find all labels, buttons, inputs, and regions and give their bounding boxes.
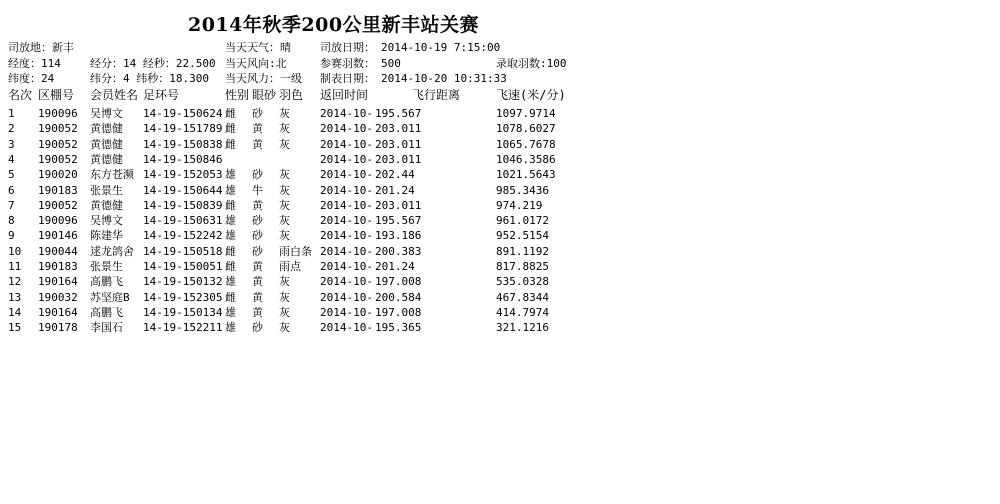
table-cell: 891.1192 <box>496 245 549 258</box>
info-field: 司放日期： <box>320 41 375 54</box>
table-cell: 灰 <box>279 168 290 181</box>
table-cell: 高鹏飞 <box>90 275 123 288</box>
column-header: 飞速(米/分) <box>496 88 566 102</box>
info-field: 经度：114 <box>8 57 61 70</box>
column-header: 名次 <box>8 88 33 102</box>
table-cell: 14-19-151789 <box>143 122 223 135</box>
table-cell: 14-19-152305 <box>143 291 223 304</box>
table-cell: 砂 <box>252 168 263 181</box>
table-cell: 雌 <box>225 199 236 212</box>
table-cell: 雄 <box>225 214 236 227</box>
table-cell: 灰 <box>279 291 290 304</box>
info-field: 2014-10-19 7:15:00 <box>381 41 501 54</box>
table-cell: 雌 <box>225 138 236 151</box>
table-cell: 190020 <box>38 168 78 181</box>
table-cell: 200.383 <box>375 245 422 258</box>
table-cell: 14-19-150134 <box>143 306 223 319</box>
table-cell: 灰 <box>279 122 290 135</box>
table-cell: 2014-10- <box>320 184 373 197</box>
table-cell: 14-19-150644 <box>143 184 223 197</box>
table-cell: 雄 <box>225 229 236 242</box>
table-cell: 2014-10- <box>320 260 373 273</box>
table-cell: 14-19-150631 <box>143 214 223 227</box>
table-cell: 14-19-150624 <box>143 107 223 120</box>
table-cell: 4 <box>8 153 15 166</box>
table-cell: 雄 <box>225 321 236 334</box>
table-cell: 817.8825 <box>496 260 549 273</box>
table-cell: 190096 <box>38 214 78 227</box>
table-cell: 195.567 <box>375 107 422 120</box>
table-cell: 雄 <box>225 275 236 288</box>
table-cell: 李国石 <box>90 321 123 334</box>
column-header: 足环号 <box>143 88 180 102</box>
table-cell: 190052 <box>38 138 78 151</box>
table-cell: 190164 <box>38 275 78 288</box>
table-cell: 190032 <box>38 291 78 304</box>
table-cell: 1046.3586 <box>496 153 556 166</box>
table-cell: 14-19-152242 <box>143 229 223 242</box>
table-cell: 砂 <box>252 214 263 227</box>
table-cell: 203.011 <box>375 153 422 166</box>
table-cell: 5 <box>8 168 15 181</box>
table-cell: 1097.9714 <box>496 107 556 120</box>
table-cell: 7 <box>8 199 15 212</box>
table-cell: 14-19-150846 <box>143 153 223 166</box>
table-cell: 2014-10- <box>320 107 373 120</box>
table-cell: 砂 <box>252 245 263 258</box>
table-cell: 535.0328 <box>496 275 549 288</box>
table-cell: 雄 <box>225 184 236 197</box>
table-cell: 灰 <box>279 107 290 120</box>
table-cell: 190052 <box>38 122 78 135</box>
table-cell: 467.8344 <box>496 291 549 304</box>
table-cell: 雨点 <box>279 260 301 273</box>
column-header: 会员姓名 <box>90 88 139 102</box>
table-cell: 黄 <box>252 138 263 151</box>
table-cell: 陈建华 <box>90 229 123 242</box>
table-cell: 张景生 <box>90 260 123 273</box>
table-cell: 190096 <box>38 107 78 120</box>
table-cell: 2014-10- <box>320 291 373 304</box>
table-cell: 2014-10- <box>320 229 373 242</box>
info-field: 参赛羽数： <box>320 57 375 70</box>
table-cell: 201.24 <box>375 184 415 197</box>
table-cell: 3 <box>8 138 15 151</box>
page-title: 2014年秋季200公里新丰站关赛 <box>188 14 480 36</box>
table-cell: 灰 <box>279 199 290 212</box>
table-cell: 190052 <box>38 199 78 212</box>
table-cell: 11 <box>8 260 22 273</box>
table-cell: 190044 <box>38 245 78 258</box>
table-cell: 974.219 <box>496 199 543 212</box>
table-cell: 苏坚庭B <box>90 291 130 304</box>
table-cell: 灰 <box>279 184 290 197</box>
table-cell: 2014-10- <box>320 153 373 166</box>
info-field: 2014-10-20 10:31:33 <box>381 72 507 85</box>
table-cell: 197.008 <box>375 275 422 288</box>
table-cell: 14-19-150838 <box>143 138 223 151</box>
table-cell: 203.011 <box>375 122 422 135</box>
column-header: 飞行距离 <box>412 88 461 102</box>
table-cell: 12 <box>8 275 22 288</box>
table-cell: 砂 <box>252 321 263 334</box>
table-cell: 灰 <box>279 306 290 319</box>
table-cell: 2014-10- <box>320 214 373 227</box>
table-cell: 414.7974 <box>496 306 549 319</box>
table-cell: 14 <box>8 306 22 319</box>
table-cell: 张景生 <box>90 184 123 197</box>
table-cell: 190178 <box>38 321 78 334</box>
table-cell: 灰 <box>279 229 290 242</box>
table-cell: 6 <box>8 184 15 197</box>
column-header: 眼砂 <box>252 88 277 102</box>
table-cell: 203.011 <box>375 138 422 151</box>
table-cell: 13 <box>8 291 22 304</box>
table-cell: 8 <box>8 214 15 227</box>
table-cell: 砂 <box>252 229 263 242</box>
table-cell: 961.0172 <box>496 214 549 227</box>
table-cell: 东方苍濒 <box>90 168 134 181</box>
column-header: 性别 <box>225 88 250 102</box>
table-cell: 193.186 <box>375 229 422 242</box>
table-cell: 1021.5643 <box>496 168 556 181</box>
table-cell: 15 <box>8 321 22 334</box>
info-field: 制表日期： <box>320 72 375 85</box>
table-cell: 牛 <box>252 184 263 197</box>
table-cell: 雌 <box>225 107 236 120</box>
table-cell: 2014-10- <box>320 138 373 151</box>
table-cell: 黄德健 <box>90 122 123 135</box>
table-cell: 14-19-150132 <box>143 275 223 288</box>
table-cell: 190146 <box>38 229 78 242</box>
table-cell: 高鹏飞 <box>90 306 123 319</box>
table-cell: 黄 <box>252 291 263 304</box>
table-cell: 雄 <box>225 306 236 319</box>
table-cell: 灰 <box>279 321 290 334</box>
info-field: 司放地：新丰 <box>8 41 74 54</box>
table-cell: 雄 <box>225 168 236 181</box>
table-cell: 190183 <box>38 260 78 273</box>
table-cell: 14-19-150518 <box>143 245 223 258</box>
table-cell: 14-19-152053 <box>143 168 223 181</box>
table-cell: 雨白条 <box>279 245 312 258</box>
info-field: 当天风力：一级 <box>225 72 302 85</box>
table-cell: 黄 <box>252 306 263 319</box>
table-cell: 202.44 <box>375 168 415 181</box>
column-header: 羽色 <box>279 88 304 102</box>
table-cell: 1 <box>8 107 15 120</box>
info-field: 经分：14 经秒：22.500 <box>90 57 216 70</box>
table-cell: 黄德健 <box>90 153 123 166</box>
table-cell: 321.1216 <box>496 321 549 334</box>
table-cell: 1065.7678 <box>496 138 556 151</box>
table-cell: 黄德健 <box>90 138 123 151</box>
info-field: 纬分：4 纬秒：18.300 <box>90 72 209 85</box>
table-cell: 雌 <box>225 245 236 258</box>
table-cell: 195.365 <box>375 321 422 334</box>
table-cell: 14-19-152211 <box>143 321 223 334</box>
table-cell: 2 <box>8 122 15 135</box>
table-cell: 吴博文 <box>90 214 123 227</box>
info-field: 当天天气：晴 <box>225 41 291 54</box>
table-cell: 200.584 <box>375 291 422 304</box>
table-cell: 灰 <box>279 138 290 151</box>
table-cell: 1078.6027 <box>496 122 556 135</box>
table-cell: 2014-10- <box>320 321 373 334</box>
table-cell: 砂 <box>252 107 263 120</box>
table-cell: 14-19-150839 <box>143 199 223 212</box>
info-field: 当天风向:北 <box>225 57 287 70</box>
table-cell: 203.011 <box>375 199 422 212</box>
table-cell: 190052 <box>38 153 78 166</box>
table-cell: 14-19-150051 <box>143 260 223 273</box>
table-cell: 雌 <box>225 260 236 273</box>
table-cell: 2014-10- <box>320 306 373 319</box>
table-cell: 197.008 <box>375 306 422 319</box>
table-cell: 2014-10- <box>320 122 373 135</box>
table-cell: 雌 <box>225 291 236 304</box>
info-field: 录取羽数:100 <box>496 57 567 70</box>
table-cell: 985.3436 <box>496 184 549 197</box>
table-cell: 2014-10- <box>320 245 373 258</box>
column-header: 返回时间 <box>320 88 369 102</box>
table-cell: 灰 <box>279 275 290 288</box>
table-cell: 灰 <box>279 214 290 227</box>
info-field: 纬度：24 <box>8 72 55 85</box>
table-cell: 9 <box>8 229 15 242</box>
table-cell: 黄 <box>252 275 263 288</box>
table-cell: 黄 <box>252 260 263 273</box>
table-cell: 吴博文 <box>90 107 123 120</box>
table-cell: 952.5154 <box>496 229 549 242</box>
table-cell: 黄德健 <box>90 199 123 212</box>
table-cell: 10 <box>8 245 22 258</box>
column-header: 区棚号 <box>38 88 75 102</box>
table-cell: 201.24 <box>375 260 415 273</box>
table-cell: 雌 <box>225 122 236 135</box>
table-cell: 2014-10- <box>320 199 373 212</box>
table-cell: 黄 <box>252 199 263 212</box>
table-cell: 190183 <box>38 184 78 197</box>
table-cell: 2014-10- <box>320 275 373 288</box>
table-cell: 逑龙鸽舍 <box>90 245 134 258</box>
table-cell: 2014-10- <box>320 168 373 181</box>
table-cell: 195.567 <box>375 214 422 227</box>
info-field: 500 <box>381 57 401 70</box>
table-cell: 黄 <box>252 122 263 135</box>
table-cell: 190164 <box>38 306 78 319</box>
